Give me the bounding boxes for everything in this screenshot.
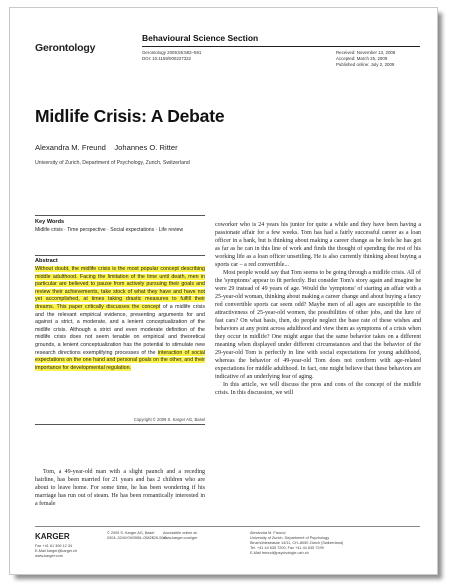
abstract-bottom-rule (35, 424, 205, 425)
publisher-logo: KARGER (35, 532, 70, 541)
keywords-rule (35, 215, 205, 216)
article-title: Midlife Crisis: A Debate (35, 106, 225, 126)
corr-phone: Tel. +41 44 635 7200, Fax +41 44 635 7299 (250, 546, 324, 550)
corr-name: Alexandra M. Freund (250, 531, 286, 535)
abstract-highlight-2: interaction of social expectations on the one hand and personal goals on the other, and their importance for developmental regulation. (35, 349, 205, 371)
abstract-copyright: Copyright © 2009 S. Karger AG, Basel (133, 417, 205, 422)
corr-dept: University of Zurich, Department of Psychology (250, 536, 330, 540)
body-paragraph: coworker who is 24 years his junior for quite a while and they have been having a passionate affair for a few weeks. Tom has had a fairly successful career as a loan officer in a bank, but is thinking about making a career change as he feels he has got as far as he can in this line of work and finds the thought of spending the rest of his working life as a loan officer unsettling. He is also currently thinking about buying a sports car – a red convertible... (215, 222, 421, 268)
footer-copyright (107, 531, 167, 541)
keywords-heading: Key Words (35, 219, 65, 225)
body-column-right (215, 221, 421, 397)
body-paragraph: In this article, we will discuss the pros and cons of the concept of the midlife crisis. In this discussion, we will (215, 382, 421, 396)
body-paragraph: Most people would say that Tom seems to be going through a midlife crisis. All of the 'symptoms' appear to fit perfectly. But consider Tom's story again and imagine he were 29 instead of 49 years of age. Would the 'symptoms' of starting an affair with a 25-year-old woman, thinking about making a career change and about buying a fancy red convertible sports car seem odd? Maybe men of all ages are susceptible to the attractiveness of 25-year-old women, the possibilities of other jobs, and the lure of fast cars? On what basis, then, do people neglect the base rate of these wishes and behaviors at any point across adulthood and view them as symptoms of a crisis when they occur in midlife? One might argue that the same behavior takes on a different meaning when displayed under different circumstances and that the behavior of the 29-year-old Tom is perfectly in line with social expectations for young adulthood, whereas the behavior of 49-year-old Tom does not conform with age-related expectations for middle adulthood. In fact, one might believe that these behaviors are indicative of an underlying fear of aging. (215, 270, 421, 380)
correspondence-block (250, 531, 343, 556)
corr-address: Binzmühlestrasse 14/11, CH–8050 Zürich (Switzerland) (250, 541, 344, 545)
dates-block (336, 50, 395, 68)
footer-online (163, 531, 198, 541)
online-label: Accessible online at: (163, 531, 198, 535)
doi: DOI: 10.1159/000227322 (142, 56, 191, 61)
publisher-email: E-Mail karger@karger.ch (35, 549, 78, 553)
article-affiliation: University of Zurich, Department of Psychology, Zurich, Switzerland (35, 160, 190, 166)
abstract-highlight-1: Without doubt, the midlife crisis is the most popular concept describing middle adulthood. Facing the limitation of the time until death, men in particular are believed to pause from actively pursuing their goals and review their achievements, take stock of what they have and have not yet accomplished, at times taking drastic measures to fulfill their dreams. This paper critically discusses the concept (35, 266, 205, 310)
accepted-date: Accepted: March 25, 2009 (336, 56, 388, 61)
citation-block (142, 50, 201, 62)
citation: Gerontology 2009;55:582–591 (142, 50, 202, 55)
section-title: Behavioural Science Section (142, 33, 259, 43)
abstract-rule (35, 255, 205, 256)
footer-issn: 0304–324X/09/0556–0582$26.00/0 (107, 536, 167, 540)
abstract-text (35, 266, 205, 372)
keywords-text: Midlife crisis · Time perspective · Social expectations · Life review (35, 227, 184, 233)
journal-logo: Gerontology (35, 42, 96, 54)
header-rule (142, 46, 420, 47)
publisher-web: www.karger.com (35, 554, 63, 558)
publisher-contact (35, 544, 77, 559)
body-paragraph: Tom, a 49-year-old man with a slight paunch and a receding hairline, has been married for 21 years and has 2 children who are about to leave home. For some time, he has been wondering if his marriage has run out of steam. He has been romantically interested in a female (35, 469, 205, 507)
article-authors: Alexandra M. Freund Johannes O. Ritter (35, 143, 178, 152)
publisher-fax: Fax +41 61 306 12 34 (35, 544, 73, 548)
published-date: Published online: July 2, 2009 (336, 62, 395, 67)
online-url: www.karger.com/ger (163, 536, 198, 540)
abstract-heading: Abstract (35, 258, 58, 264)
abstract-plain: of a midlife crisis and the relevant empirical evidence, presenting arguments for and against a strict, a moderate, and a lenient conceptualization of the midlife crisis. Although a strict and even moderate definition of the midlife crisis does not seem tenable on empirical and theoretical grounds, a lenient conceptualization has the potential to stimulate new research directions exemplifying processes of the (35, 303, 206, 356)
body-column-left (35, 468, 205, 508)
corr-email: E-Mail freund@psychologie.uzh.ch (250, 551, 309, 555)
footer-copyright-line: © 2009 S. Karger AG, Basel (107, 531, 155, 535)
received-date: Received: November 13, 2008 (336, 50, 396, 55)
article-page (9, 7, 438, 575)
footer-rule (35, 526, 420, 527)
